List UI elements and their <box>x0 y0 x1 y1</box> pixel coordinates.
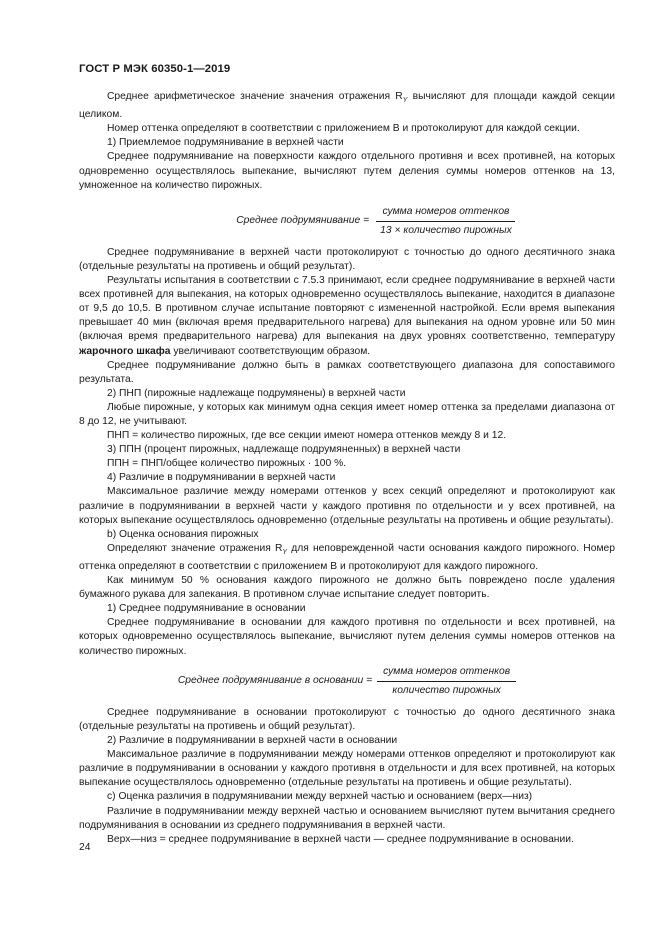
section-heading: 2) ПНП (пирожные надлежаще подрумянены) в верхней части <box>107 387 406 399</box>
paragraph: Среднее подрумянивание должно быть в рамках соответствующего диапазона для сопоставимого результата. <box>79 359 615 385</box>
section-heading: 1) Среднее подрумянивание в основании <box>107 603 306 615</box>
formula-lhs: Среднее подрумянивание = <box>236 215 370 227</box>
subscript: Y <box>282 548 288 556</box>
paragraph <box>79 542 615 574</box>
paragraph: Максимальное различие между номерами оттенков у всех секций определяют и протоколируют как различие в подрумянивании в верхней части у каждого противня по отдельности и у всех противней, на которых выпекание осуществлялось одновременно (отдельные результаты на противень и общие результаты). <box>79 486 615 526</box>
paragraph: Среднее подрумянивание в основании протоколируют с точностью до одного десятичного знака (отдельные результаты на противень и общий результат). <box>79 706 615 732</box>
formula-numerator: сумма номеров оттенков <box>377 665 516 682</box>
formula-numerator: сумма номеров оттенков <box>376 205 515 222</box>
paragraph: Среднее подрумянивание в основании для каждого противня по отдельности и всех противней, на которых одновременно осуществлялось выпекание, вычисляют путем деления суммы номеров оттенков на количество пирожных. <box>79 617 615 657</box>
paragraph: Максимальное различие в подрумянивании между номерами оттенков определяют и протоколируют как различие в подрумянивании в основании у каждого противня в отдельности и для всех противней, на которых выпекание осуществлялось одновременно (отдельные результаты на противень и общие результаты). <box>79 749 615 789</box>
section-heading: b) Оценка основания пирожных <box>107 528 259 540</box>
paragraph: ППН = ПНП/общее количество пирожных · 100 %. <box>107 458 347 470</box>
paragraph: Номер оттенка определяют в соответствии с приложением В и протоколируют для каждой секции. <box>107 123 580 135</box>
paragraph: Любые пирожные, у которых как минимум одна секция имеет номер оттенка за пределами диапазона от 8 до 12, не учитывают. <box>79 401 615 428</box>
paragraph-text: Среднее арифметическое значение значения отражения R <box>107 91 403 102</box>
formula-fraction <box>377 665 516 698</box>
bold-term: жарочного шкафа <box>79 345 171 357</box>
formula-lhs: Среднее подрумянивание в основании = <box>177 675 373 687</box>
paragraph-text: вычисляют для площади каждой секции целиком. <box>79 91 616 121</box>
section-heading: 2) Различие в подрумянивании в верхней части в основании <box>107 735 398 747</box>
paragraph <box>79 90 615 122</box>
document-header: ГОСТ Р МЭК 60350-1—2019 <box>79 63 231 75</box>
section-heading: 1) Приемлемое подрумянивание в верхней части <box>107 137 344 149</box>
formula-denominator: количество пирожных <box>392 684 501 696</box>
page-number: 24 <box>79 842 91 853</box>
paragraph <box>79 274 615 359</box>
formula-base-browning <box>79 665 615 698</box>
section-heading: 3) ППН (процент пирожных, надлежаще подрумяненных) в верхней части <box>107 444 461 456</box>
section-heading: 4) Различие в подрумянивании в верхней части <box>107 472 336 484</box>
formula-fraction <box>374 205 518 238</box>
document-body <box>79 90 615 847</box>
paragraph: Верх—низ = среднее подрумянивание в верхней части — среднее подрумянивание в основании. <box>107 833 574 845</box>
paragraph: ПНП = количество пирожных, где все секции имеют номера оттенков между 8 и 12. <box>107 430 507 442</box>
paragraph-text: для неповрежденной части основания каждого пирожного. Номер оттенка определяют в соответствии с приложением В и протоколируют для каждого пирожного. <box>79 542 615 572</box>
subscript: Y <box>402 97 408 105</box>
paragraph-text: Определяют значение отражения R <box>107 542 283 554</box>
paragraph-text: Результаты испытания в соответствии с 7.5.3 принимают, если среднее подрумянивание в верхней части всех противней для выпекания, на которых одновременно осуществлялось выпекание, находится в диапазоне от 9,5 до 10,5. В противном случае испытание повторяют с измененной настройкой. Если время выпекания превышает 40 мин (включая время предварительного нагрева) для выпекания на одном уровне или 50 мин (включая время предварительного нагрева) для выпекания на двух уровнях соответственно, температуру <box>79 275 615 343</box>
paragraph: Среднее подрумянивание на поверхности каждого отдельного противня и всех противней, на которых одновременно осуществлялось выпекание, вычисляют путем деления суммы номеров оттенков на 13, умноженное на количество пирожных. <box>79 151 615 191</box>
paragraph: Как минимум 50 % основания каждого пирожного не должно быть повреждено после удаления бумажного рукава для запекания. В противном случае испытание следует повторить. <box>79 575 615 601</box>
formula-denominator: 13 × количество пирожных <box>380 224 512 236</box>
paragraph-text: увеличивают соответствующим образом. <box>170 345 371 357</box>
section-heading: c) Оценка различия в подрумянивании между верхней частью и основанием (верх—низ) <box>107 791 533 803</box>
paragraph: Среднее подрумянивание в верхней части протоколируют с точностью до одного десятичного знака (отдельные результаты на противень и общий результат). <box>79 246 615 272</box>
paragraph: Различие в подрумянивании между верхней частью и основанием вычисляют путем вычитания среднего подрумянивания в основании из среднего подрумянивания в верхней части. <box>79 805 615 831</box>
formula-average-browning <box>79 205 615 238</box>
